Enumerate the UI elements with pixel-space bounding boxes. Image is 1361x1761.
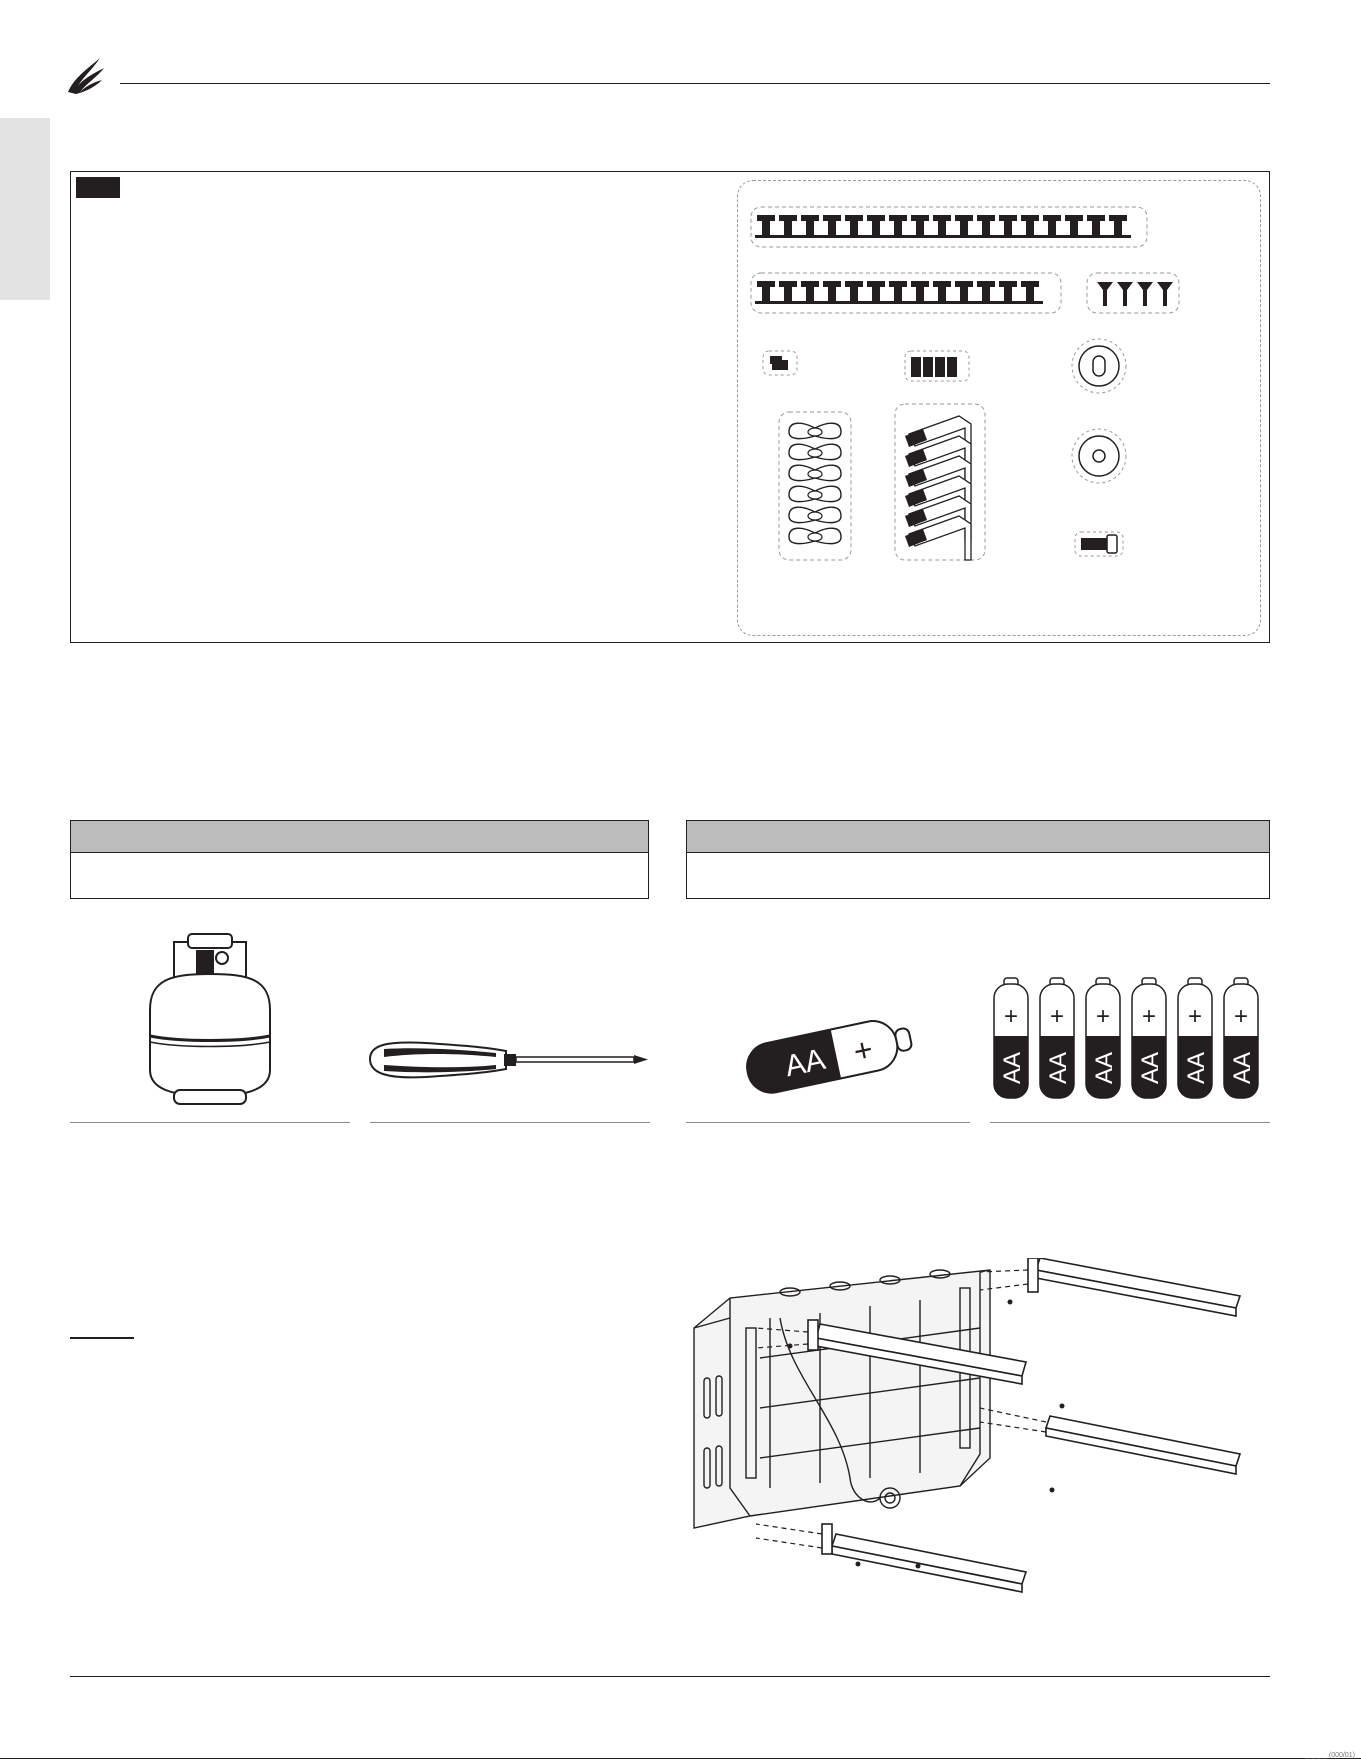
aa-battery [994,978,1028,1098]
svg-text:AA: AA [1091,1051,1118,1085]
svg-text:AA: AA [1183,1051,1210,1085]
aa-battery-illustration [736,1000,926,1110]
aa-batteries-illustration [986,976,1270,1104]
svg-text:AA: AA [1229,1051,1256,1085]
aa-battery [1178,978,1212,1098]
item-rule [990,1122,1270,1123]
required-tools-panel-header [70,820,649,853]
required-tools-panel-body [70,853,649,899]
svg-text:AA: AA [1137,1051,1164,1085]
svg-text:+: + [1049,1003,1065,1030]
svg-text:+: + [1233,1003,1249,1030]
aa-battery [1086,978,1120,1098]
section-side-tab [0,118,50,300]
header-rule [120,83,1270,84]
svg-text:+: + [1003,1003,1019,1030]
aa-battery [1132,978,1166,1098]
phillips-screwdriver-illustration [366,1035,650,1085]
svg-text:+: + [1187,1003,1203,1030]
footer-rule [70,1676,1270,1677]
page-bottom-rule [0,1758,1361,1759]
document-code: _ _ _ _ (000/01) [1305,1752,1355,1759]
required-batteries-panel-body [686,853,1270,899]
battery-label: AA [782,1042,829,1084]
required-batteries-panel-header [686,820,1270,853]
leg-bracket-assembly-illustration [690,1258,1270,1636]
item-rule [686,1122,970,1123]
brand-logo-icon [66,52,106,96]
svg-text:+: + [850,1030,876,1070]
aa-battery [1040,978,1074,1098]
svg-text:+: + [1141,1003,1157,1030]
svg-text:AA: AA [999,1051,1026,1085]
hardware-kit-tag [76,177,120,198]
svg-text:AA: AA [1045,1051,1072,1085]
aa-battery [1224,978,1258,1098]
note-underline [70,1337,134,1339]
propane-cylinder-illustration [140,930,280,1110]
hardware-parts-illustration [737,180,1261,636]
item-rule [70,1122,350,1123]
svg-text:+: + [1095,1003,1111,1030]
item-rule [370,1122,650,1123]
